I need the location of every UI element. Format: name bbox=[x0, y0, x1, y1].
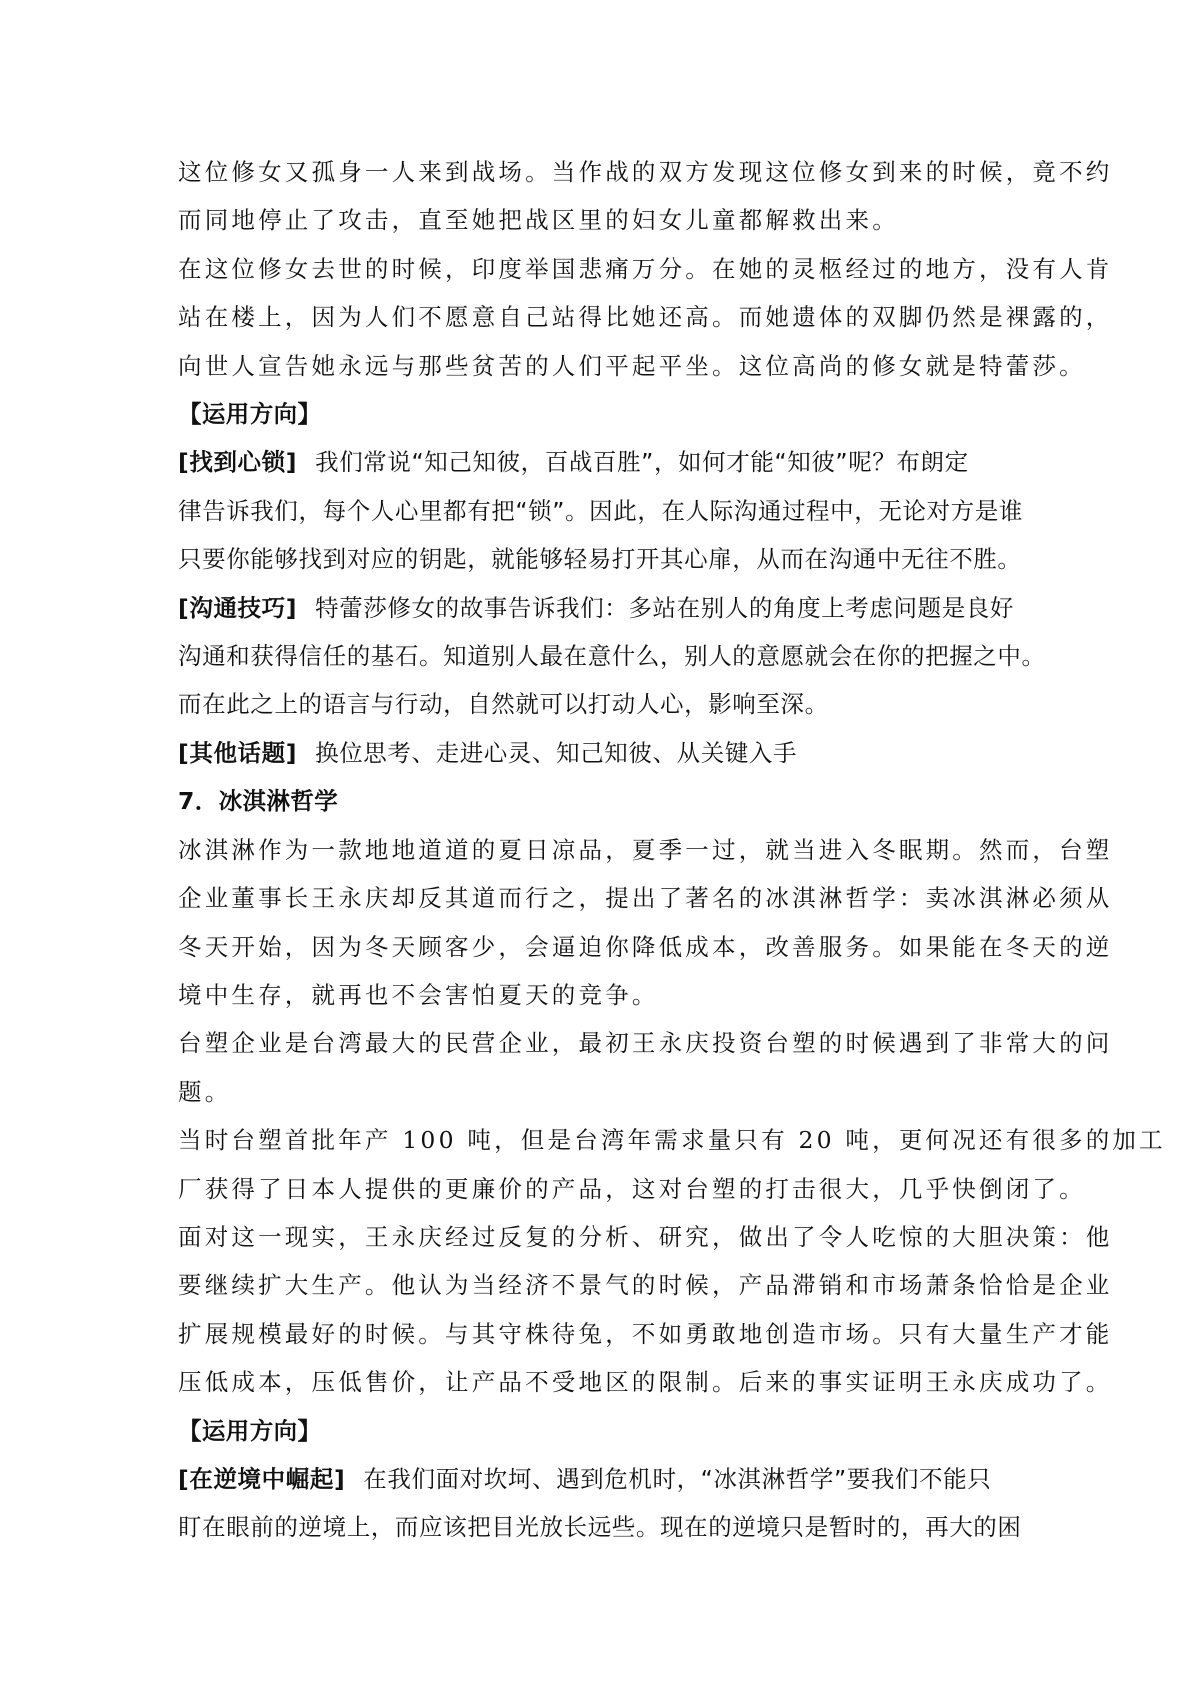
text-line: [其他话题] 换位思考、走进心灵、知己知彼、从关键入手 bbox=[178, 738, 798, 767]
text-line: 冰淇淋作为一款地地道道的夏日凉品，夏季一过，就当进入冬眠期。然而，台塑 bbox=[178, 835, 1113, 864]
text-line: 盯在眼前的逆境上，而应该把目光放长远些。现在的逆境只是暂时的，再大的困 bbox=[178, 1513, 1022, 1542]
section-title: 7．冰淇淋哲学 bbox=[178, 787, 339, 816]
text-line: 台塑企业是台湾最大的民营企业，最初王永庆投资台塑的时候遇到了非常大的问 bbox=[178, 1029, 1113, 1058]
story-teresa bbox=[178, 148, 1113, 390]
text-line: 扩展规模最好的时候。与其守株待兔，不如勇敢地创造市场。只有大量生产才能 bbox=[178, 1319, 1113, 1348]
text-line: 企业董事长王永庆却反其道而行之，提出了著名的冰淇淋哲学：卖冰淇淋必须从 bbox=[178, 884, 1113, 913]
text-line: 压低成本，压低售价，让产品不受地区的限制。后来的事实证明王永庆成功了。 bbox=[178, 1368, 1113, 1397]
topic-tag: [其他话题] bbox=[178, 738, 298, 767]
topic-tag: [在逆境中崛起] bbox=[178, 1464, 346, 1493]
text-line: 面对这一现实，王永庆经过反复的分析、研究，做出了令人吃惊的大胆决策：他 bbox=[178, 1222, 1113, 1251]
section-heading: 【运用方向】 bbox=[178, 400, 322, 429]
topic-tag: [沟通技巧] bbox=[178, 593, 298, 622]
usage-item-communication bbox=[178, 584, 1046, 729]
text-line: 向世人宣告她永远与那些贫苦的人们平起平坐。这位高尚的修女就是特蕾莎。 bbox=[178, 351, 1086, 380]
text-line: 站在楼上，因为人们不愿意自己站得比她还高。而她遗体的双脚仍然是裸露的， bbox=[178, 303, 1113, 332]
usage-item-other-topics bbox=[178, 729, 1028, 777]
text-line: 这位修女又孤身一人来到战场。当作战的双方发现这位修女到来的时候，竟不约 bbox=[178, 158, 1113, 186]
text-line: 而在此之上的语言与行动，自然就可以打动人心，影响至深。 bbox=[178, 690, 829, 719]
text-line: 题。 bbox=[178, 1077, 232, 1106]
text-line: 律告诉我们，每个人心里都有把“锁”。因此，在人际沟通过程中，无论对方是谁 bbox=[178, 496, 1023, 525]
page-content bbox=[178, 148, 1166, 1552]
text-line: 而同地停止了攻击，直至她把战区里的妇女儿童都解救出来。 bbox=[178, 206, 899, 235]
usage-item-rise-from-adversity bbox=[178, 1455, 1028, 1552]
text-line: [沟通技巧] 特蕾莎修女的故事告诉我们：多站在别人的角度上考虑问题是良好 bbox=[178, 593, 1014, 622]
text-line: 在这位修女去世的时候，印度举国悲痛万分。在她的灵柩经过的地方，没有人肯 bbox=[178, 254, 1113, 283]
paragraph bbox=[178, 1019, 1113, 1116]
text-line: 冬天开始，因为冬天顾客少，会逼迫你降低成本，改善服务。如果能在冬天的逆 bbox=[178, 932, 1113, 961]
text-line: 境中生存，就再也不会害怕夏天的竞争。 bbox=[178, 980, 659, 1009]
text-line: 只要你能够找到对应的钥匙，就能够轻易打开其心扉，从而在沟通中无往不胜。 bbox=[178, 545, 1022, 574]
topic-tag: [找到心锁] bbox=[178, 448, 298, 477]
paragraph bbox=[178, 826, 1113, 1020]
text-line: 沟通和获得信任的基石。知道别人最在意什么，别人的意愿就会在你的把握之中。 bbox=[178, 642, 1046, 671]
usage-item-find-lock bbox=[178, 438, 1028, 583]
text-line: 要继续扩大生产。他认为当经济不景气的时候，产品滞销和市场萧条恰恰是企业 bbox=[178, 1271, 1113, 1300]
section-heading: 【运用方向】 bbox=[178, 1416, 322, 1445]
paragraph bbox=[178, 1213, 1113, 1407]
text-line: [找到心锁] 我们常说“知己知彼，百战百胜”，如何才能“知彼”呢？布朗定 bbox=[178, 448, 969, 477]
text-line: 厂获得了日本人提供的更廉价的产品，这对台塑的打击很大，几乎快倒闭了。 bbox=[178, 1174, 1086, 1203]
text-line: 当时台塑首批年产 100 吨，但是台湾年需求量只有 20 吨，更何况还有很多的加工 bbox=[178, 1126, 1166, 1155]
text-line: [在逆境中崛起] 在我们面对坎坷、遇到危机时，“冰淇淋哲学”要我们不能只 bbox=[178, 1464, 992, 1493]
paragraph bbox=[178, 1116, 1166, 1213]
